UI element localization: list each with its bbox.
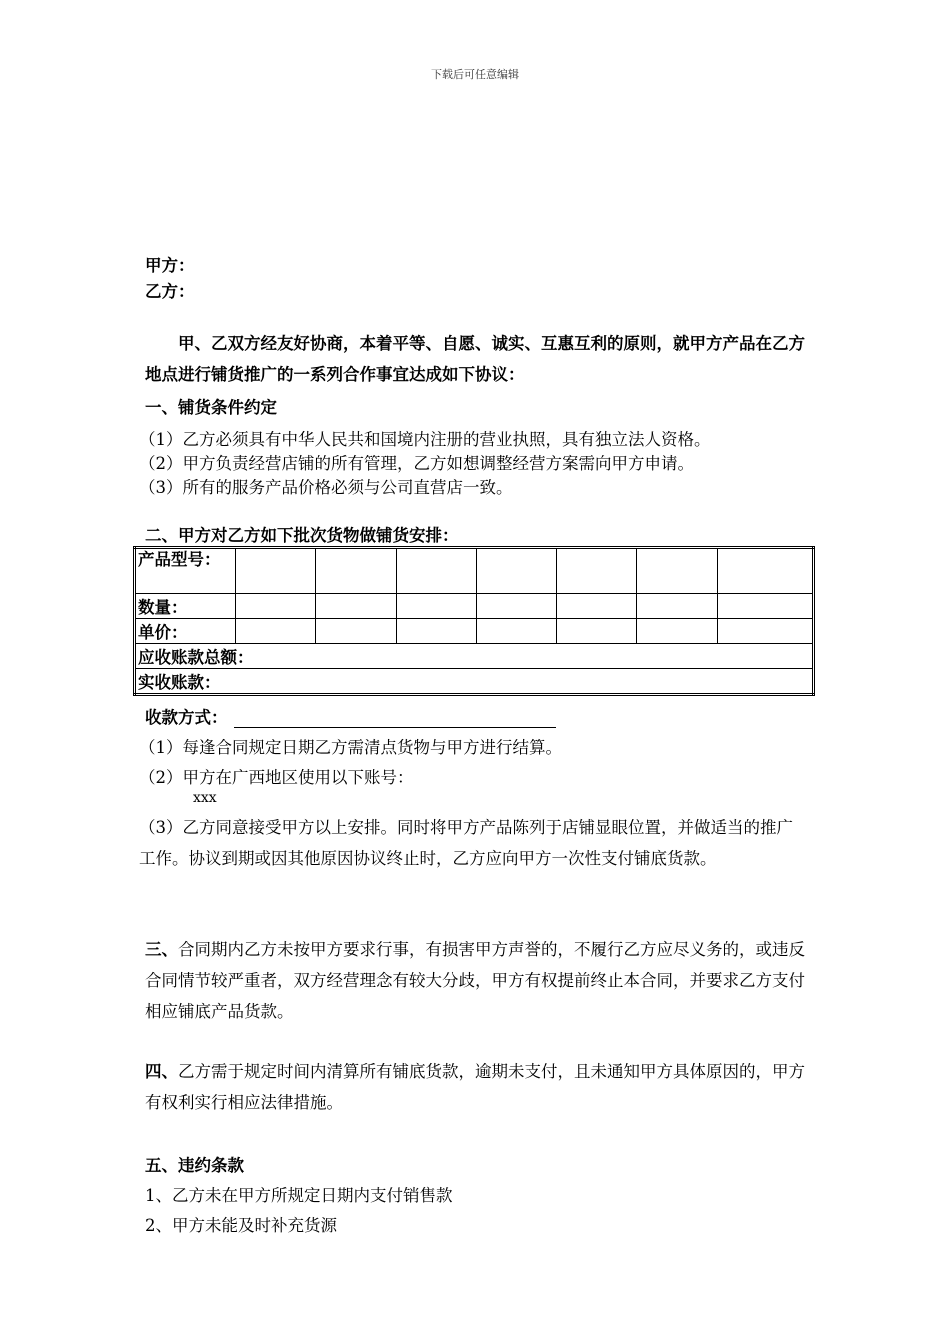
section5-item-2: 2、甲方未能及时补充货源: [145, 1216, 337, 1235]
table-cell: [316, 594, 396, 619]
section2-item-2: （2）甲方在广西地区使用以下账号：: [139, 768, 414, 787]
table-cell: [236, 619, 316, 644]
price-label: 单价：: [135, 619, 236, 644]
section1-item-2: （2）甲方负责经营店铺的所有管理，乙方如想调整经营方案需向甲方申请。: [139, 454, 694, 473]
table-cell: [637, 619, 717, 644]
section4-lead: 四、: [145, 1062, 178, 1081]
table-cell: [236, 594, 316, 619]
section2-title: 二、甲方对乙方如下批次货物做铺货安排：: [145, 526, 459, 545]
page-header: 下载后可任意编辑: [431, 68, 519, 81]
table-row: [135, 669, 814, 695]
table-cell: [316, 548, 396, 594]
table-cell: [396, 548, 476, 594]
section5-title: 五、违约条款: [145, 1156, 244, 1175]
goods-table: [133, 546, 815, 696]
table-cell: [637, 594, 717, 619]
payment-method-label: 收款方式：: [145, 708, 228, 727]
model-label: 产品型号：: [135, 548, 236, 594]
section3-text: 合同期内乙方未按甲方要求行事，有损害甲方声誉的，不履行乙方应尽义务的，或违反合同情节较严重者，双方经营理念有较大分歧，甲方有权提前终止本合同，并要求乙方支付相应铺底产品货款。: [145, 940, 805, 1021]
intro-paragraph: 甲、乙双方经友好协商，本着平等、自愿、诚实、互惠互利的原则，就甲方产品在乙方地点进行铺货推广的一系列合作事宜达成如下协议：: [145, 334, 805, 384]
section1-title: 一、铺货条件约定: [145, 398, 277, 417]
table-cell: [717, 548, 813, 594]
account-number: xxx: [193, 790, 217, 806]
table-cell: [557, 594, 637, 619]
party-b-label: 乙方：: [145, 282, 195, 301]
section4-paragraph: [145, 1056, 805, 1118]
quantity-label: 数量：: [135, 594, 236, 619]
table-cell: [557, 619, 637, 644]
table-cell: [476, 619, 556, 644]
party-a-label: 甲方：: [145, 256, 195, 275]
section5-item-1: 1、乙方未在甲方所规定日期内支付销售款: [145, 1186, 453, 1205]
table-cell: [717, 594, 813, 619]
table-cell: [396, 594, 476, 619]
table-cell: [637, 548, 717, 594]
table-row: [135, 644, 814, 669]
table-row: [135, 594, 814, 619]
table-row: [135, 619, 814, 644]
payment-method-blank: [234, 709, 556, 728]
section3-lead: 三、: [145, 940, 178, 959]
receivable-label: 应收账款总额：: [135, 644, 814, 669]
table-cell: [316, 619, 396, 644]
table-cell: [717, 619, 813, 644]
table-cell: [396, 619, 476, 644]
section1-item-1: （1）乙方必须具有中华人民共和国境内注册的营业执照，具有独立法人资格。: [139, 430, 711, 449]
table-cell: [476, 548, 556, 594]
section3-paragraph: [145, 934, 805, 1027]
section2-item-3: （3）乙方同意接受甲方以上安排。同时将甲方产品陈列于店铺显眼位置，并做适当的推广工作。协议到期或因其他原因协议终止时，乙方应向甲方一次性支付铺底货款。: [139, 818, 793, 868]
payment-method-row: [145, 704, 556, 728]
section1-item-3: （3）所有的服务产品价格必须与公司直营店一致。: [139, 478, 513, 497]
table-cell: [557, 548, 637, 594]
table-row: [135, 548, 814, 594]
section4-text: 乙方需于规定时间内清算所有铺底货款，逾期未支付，且未通知甲方具体原因的，甲方有权利实行相应法律措施。: [145, 1062, 805, 1112]
table-cell: [236, 548, 316, 594]
received-label: 实收账款：: [135, 669, 814, 695]
section2-item-1: （1）每逢合同规定日期乙方需清点货物与甲方进行结算。: [139, 738, 562, 757]
table-cell: [476, 594, 556, 619]
